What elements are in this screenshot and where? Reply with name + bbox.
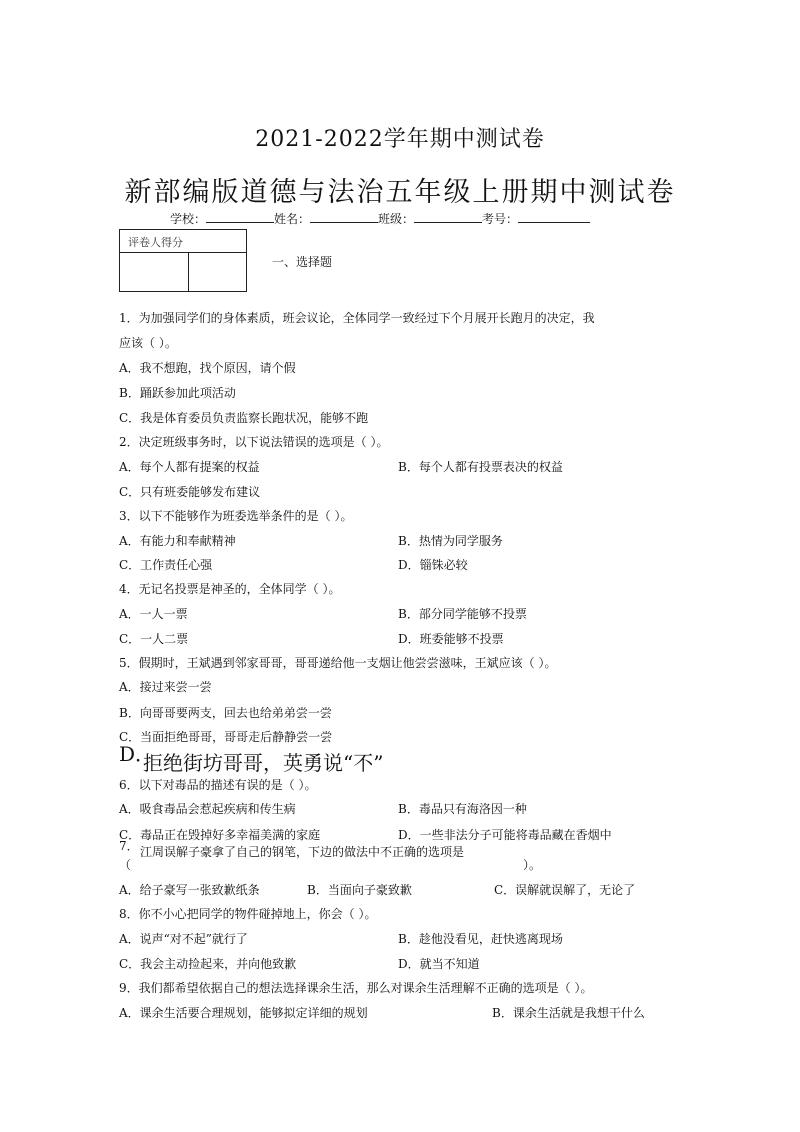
question-6-stem: 6．以下对毒品的描述有误的是（ ）。: [119, 778, 317, 792]
exam-year-title: 2021-2022学年期中测试卷: [255, 127, 545, 152]
question-7-option-a[interactable]: A．给子豪写一张致歉纸条: [119, 883, 260, 897]
question-6-option-b[interactable]: B．毒品只有海洛因一种: [398, 802, 527, 816]
name-field[interactable]: [310, 211, 378, 223]
school-field[interactable]: [206, 211, 274, 223]
question-2-stem: 2．决定班级事务时，以下说法错误的选项是（ ）。: [119, 435, 389, 449]
school-label: 学校：: [170, 212, 207, 226]
question-4-option-b[interactable]: B．部分同学能够不投票: [398, 607, 527, 621]
question-3-option-c[interactable]: C．工作责任心强: [119, 558, 213, 572]
question-7-number: 7．: [119, 839, 139, 853]
question-5-option-d-label[interactable]: D．: [119, 742, 156, 766]
question-5-option-d[interactable]: 拒绝街坊哥哥，英勇说“不”: [143, 751, 384, 775]
name-label: 姓名：: [274, 212, 311, 226]
student-info-line: [170, 210, 590, 227]
score-table-divider: [188, 252, 189, 291]
question-1-option-a[interactable]: A．我不想跑，找个原因，请个假: [119, 361, 296, 375]
question-8-option-a[interactable]: A．说声“对不起”就行了: [119, 932, 248, 946]
question-2-option-b[interactable]: B．每个人都有投票表决的权益: [398, 460, 563, 474]
question-8-stem: 8．你不小心把同学的物件碰掉地上，你会（ ）。: [119, 907, 377, 921]
question-8-option-d[interactable]: D．就当不知道: [398, 957, 480, 971]
question-9-option-b[interactable]: B．课余生活就是我想干什么: [492, 1006, 645, 1020]
question-7-paren-open: （: [119, 858, 132, 872]
question-3-option-b[interactable]: B．热情为同学服务: [398, 534, 503, 548]
exam-main-title: 新部编版道德与法治五年级上册期中测试卷: [124, 177, 676, 208]
score-table: [119, 229, 247, 292]
question-5-stem: 5．假期时，王斌遇到邻家哥哥，哥哥递给他一支烟让他尝尝滋味，王斌应该（ ）。: [119, 656, 557, 670]
question-1-option-c[interactable]: C．我是体育委员负责监察长跑状况，能够不跑: [119, 411, 369, 425]
question-7-stem: 江周误解子豪拿了自己的钢笔，下边的做法中不正确的选项是: [140, 845, 465, 859]
question-7-paren-close: ）。: [523, 858, 542, 872]
question-5-option-c[interactable]: C．当面拒绝哥哥，哥哥走后静静尝一尝: [119, 730, 333, 744]
question-1-stem-cont: 应该（ ）。: [119, 336, 177, 350]
score-table-header-label: 评卷人得分: [128, 236, 183, 249]
class-label: 班级：: [378, 212, 415, 226]
question-3-stem: 3．以下不能够作为班委选举条件的是（ ）。: [119, 509, 353, 523]
exam-no-field[interactable]: [518, 211, 590, 223]
question-8-option-c[interactable]: C．我会主动捡起来，并向他致歉: [119, 957, 297, 971]
class-field[interactable]: [414, 211, 482, 223]
question-5-option-a[interactable]: A．接过来尝一尝: [119, 680, 212, 694]
question-1-option-b[interactable]: B．踊跃参加此项活动: [119, 386, 236, 400]
question-6-option-d[interactable]: D．一些非法分子可能将毒品藏在香烟中: [398, 828, 612, 842]
question-6-option-c[interactable]: C．毒品正在毁掉好多幸福美满的家庭: [119, 828, 321, 842]
question-5-option-b[interactable]: B．向哥哥要两支，回去也给弟弟尝一尝: [119, 706, 332, 720]
section-title: 一、选择题: [272, 255, 333, 269]
question-2-option-a[interactable]: A．每个人都有提案的权益: [119, 460, 260, 474]
question-8-option-b[interactable]: B．趁他没看见，赶快逃离现场: [398, 932, 563, 946]
question-1-stem: 1．为加强同学们的身体素质，班会议论，全体同学一致经过下个月展开长跑月的决定，我: [119, 311, 595, 325]
question-3-option-a[interactable]: A．有能力和奉献精神: [119, 534, 236, 548]
question-3-option-d[interactable]: D．锱铢必较: [398, 558, 468, 572]
question-9-option-a[interactable]: A．课余生活要合理规划，能够拟定详细的规划: [119, 1006, 368, 1020]
question-6-option-a[interactable]: A．吸食毒品会惹起疾病和传生病: [119, 802, 296, 816]
question-4-option-c[interactable]: C．一人二票: [119, 632, 189, 646]
question-4-option-a[interactable]: A．一人一票: [119, 607, 188, 621]
question-4-option-d[interactable]: D．班委能够不投票: [398, 632, 504, 646]
question-7-option-b[interactable]: B．当面向子豪致歉: [307, 883, 412, 897]
question-2-option-c[interactable]: C．只有班委能够发布建议: [119, 485, 261, 499]
question-9-stem: 9．我们都希望依据自己的想法选择课余生活，那么对课余生活理解不正确的选项是（ ）。: [119, 981, 593, 995]
exam-no-label: 考号：: [482, 212, 519, 226]
question-4-stem: 4．无记名投票是神圣的，全体同学（ ）。: [119, 582, 341, 596]
score-table-header: [120, 230, 246, 253]
question-7-option-c[interactable]: C．误解就误解了，无论了: [494, 883, 636, 897]
